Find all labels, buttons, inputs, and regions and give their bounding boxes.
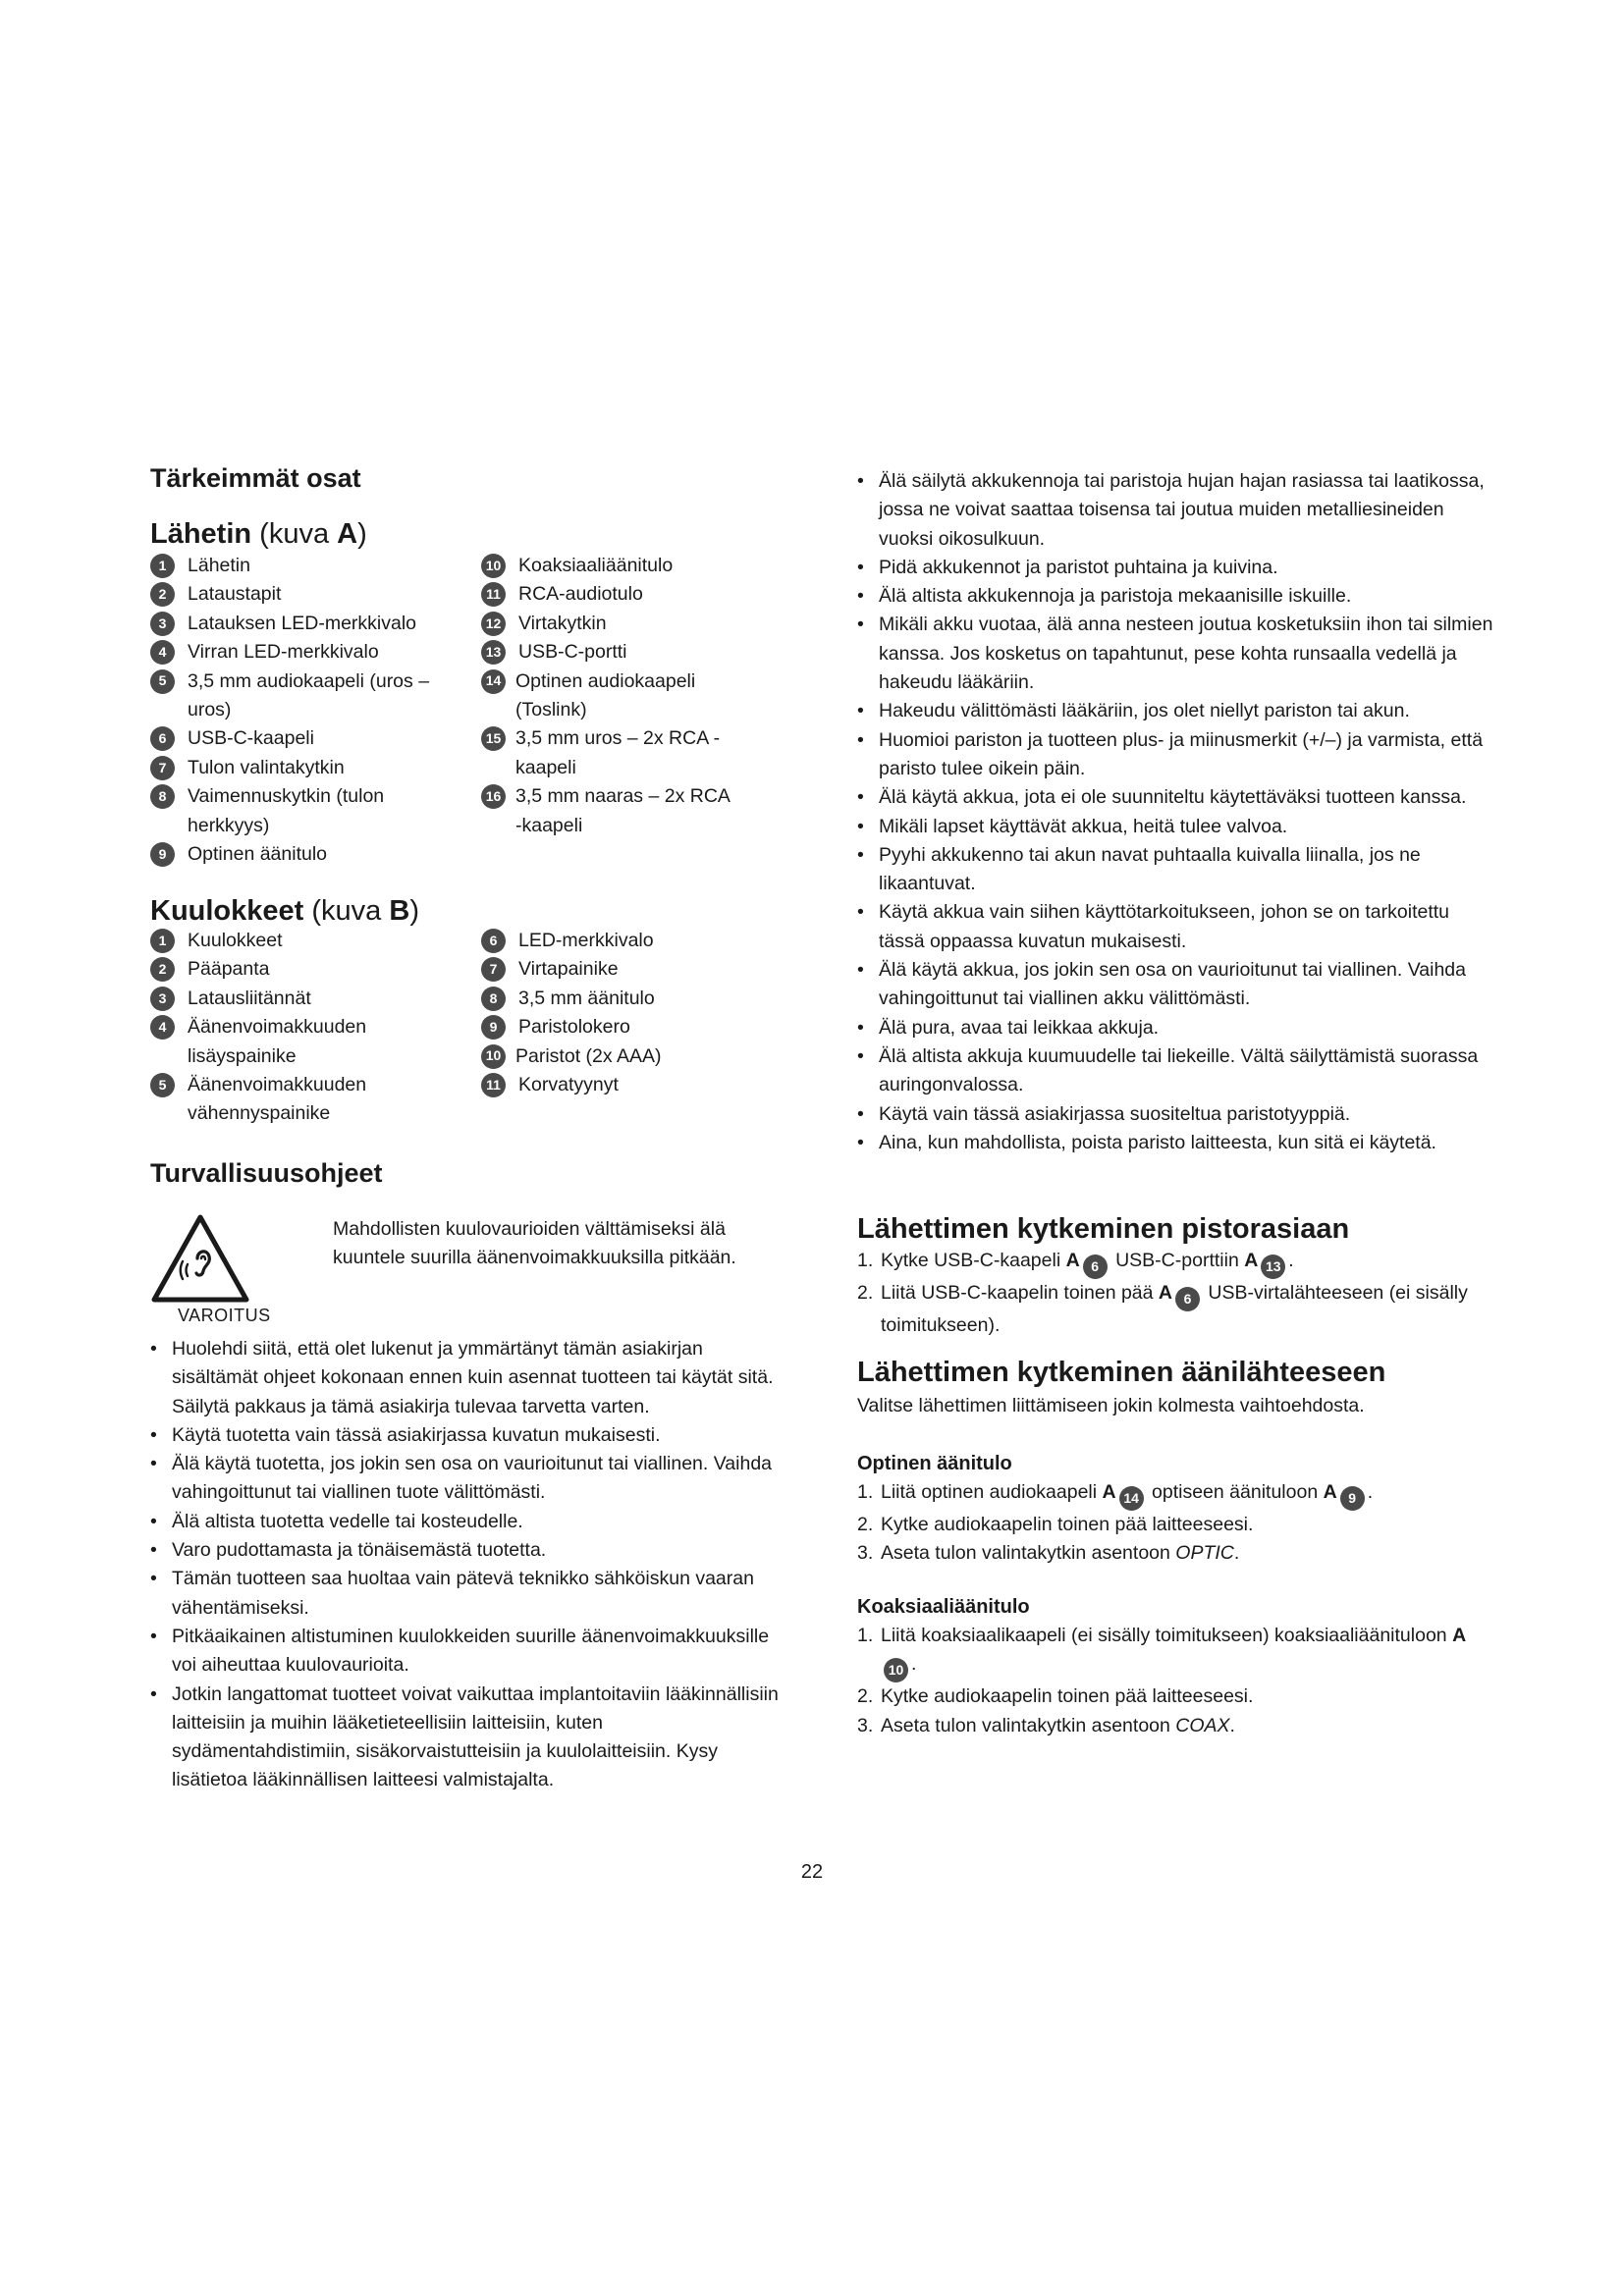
list-item: 1. Kytke USB-C-kaapeli A 6 USB-C-porttiin A 13 . bbox=[857, 1247, 1486, 1279]
list-item: 2 Lataustapit bbox=[150, 580, 435, 609]
list-item: 1. Liitä koaksiaalikaapeli (ei sisälly toimitukseen) koaksiaaliäänituloon A10 . bbox=[857, 1622, 1495, 1682]
part-number-badge: 9 bbox=[1340, 1486, 1365, 1511]
part-number-badge: 3 bbox=[150, 987, 175, 1011]
part-number-badge: 10 bbox=[884, 1658, 908, 1682]
list-item: • Mikäli akku vuotaa, älä anna nesteen joutua kosketuksiin ihon tai silmien kanssa. Jos kosketus on tapahtunut, pese kohta runsaalla vedellä ja hakeudu lääkäriin. bbox=[857, 611, 1495, 697]
list-item: • Huolehdi siitä, että olet lukenut ja ymmärtänyt tämän asiakirjan sisältämät ohjeet kokonaan ennen kuin asennat tuotteen tai käytät sitä. Säilytä pakkaus ja tämä asiakirja tulevaa tarvetta varten. bbox=[150, 1335, 779, 1421]
list-item: 3 Latausliitännät bbox=[150, 985, 406, 1013]
list-item: • Älä käytä akkua, jota ei ole suunniteltu käytettäväksi tuotteen kanssa. bbox=[857, 783, 1495, 812]
part-number-badge: 10 bbox=[481, 1044, 506, 1069]
source-heading: Lähettimen kytkeminen äänilähteeseen bbox=[857, 1357, 1386, 1388]
transmitter-heading: Lähetin (kuva A) bbox=[150, 518, 367, 550]
part-number-badge: 15 bbox=[481, 726, 506, 751]
list-item: 6 LED-merkkivalo bbox=[481, 927, 736, 955]
battery-bullet-list bbox=[857, 467, 1495, 1157]
list-item: • Pyyhi akkukenno tai akun navat puhtaalla kuivalla liinalla, jos ne likaantuvat. bbox=[857, 841, 1495, 899]
part-number-badge: 1 bbox=[150, 554, 175, 578]
list-item: 1 Lähetin bbox=[150, 552, 435, 580]
list-item: 14 Optinen audiokaapeli (Toslink) bbox=[481, 667, 736, 725]
main-parts-heading: Tärkeimmät osat bbox=[150, 463, 361, 493]
list-item: 10 Koaksiaaliäänitulo bbox=[481, 552, 736, 580]
list-item: 11 Korvatyynyt bbox=[481, 1071, 736, 1099]
list-item: 4 Virran LED-merkkivalo bbox=[150, 638, 435, 667]
list-item: • Käytä vain tässä asiakirjassa suositeltua paristotyyppiä. bbox=[857, 1100, 1495, 1129]
part-number-badge: 12 bbox=[481, 612, 506, 636]
part-number-badge: 6 bbox=[1083, 1255, 1108, 1279]
list-item: 7 Virtapainike bbox=[481, 955, 736, 984]
list-item: • Tämän tuotteen saa huoltaa vain pätevä teknikko sähköiskun vaaran vähentämiseksi. bbox=[150, 1565, 779, 1623]
list-item: 6 USB-C-kaapeli bbox=[150, 724, 435, 753]
list-item: 2. Liitä USB-C-kaapelin toinen pää A 6 USB-virtalähteeseen (ei sisälly toimitukseen). bbox=[857, 1282, 1468, 1337]
safety-bullet-list bbox=[150, 1335, 779, 1795]
list-item: • Älä säilytä akkukennoja tai paristoja hujan hajan rasiassa tai laatikossa, jossa ne voivat saattaa toisensa tai joutua muiden metalliesineiden vuoksi oikosulkuun. bbox=[857, 467, 1495, 554]
list-item: • Älä pura, avaa tai leikkaa akkuja. bbox=[857, 1014, 1495, 1042]
outlet-steps bbox=[857, 1247, 1486, 1341]
part-number-badge: 8 bbox=[150, 784, 175, 809]
part-number-badge: 16 bbox=[481, 784, 506, 809]
part-number-badge: 4 bbox=[150, 1015, 175, 1040]
list-item: • Aina, kun mahdollista, poista paristo laitteesta, kun sitä ei käytetä. bbox=[857, 1129, 1495, 1157]
optical-steps bbox=[857, 1478, 1486, 1569]
coax-heading: Koaksiaaliäänitulo bbox=[857, 1596, 1030, 1618]
part-number-badge: 1 bbox=[150, 929, 175, 953]
part-number-badge: 6 bbox=[150, 726, 175, 751]
part-number-badge: 13 bbox=[1261, 1255, 1285, 1279]
headphones-heading: Kuulokkeet (kuva B) bbox=[150, 895, 419, 927]
list-item: • Käytä akkua vain siihen käyttötarkoitukseen, johon se on tarkoitettu tässä oppaassa kuvatun mukaisesti. bbox=[857, 898, 1495, 956]
headphones-parts-list-2 bbox=[481, 927, 736, 1099]
list-item: 5 Äänenvoimakkuuden vähennyspainike bbox=[150, 1071, 406, 1129]
list-item: • Älä käytä tuotetta, jos jokin sen osa on vaurioitunut tai viallinen. Vaihda vahingoittunut tai viallinen tuote välittömästi. bbox=[150, 1450, 779, 1508]
list-item: 2 Pääpanta bbox=[150, 955, 406, 984]
list-item: 8 Vaimennuskytkin (tulon herkkyys) bbox=[150, 782, 435, 840]
list-item: • Pidä akkukennot ja paristot puhtaina ja kuivina. bbox=[857, 554, 1495, 582]
part-number-badge: 7 bbox=[150, 756, 175, 780]
list-item: 9 Paristolokero bbox=[481, 1013, 736, 1041]
optical-heading: Optinen äänitulo bbox=[857, 1453, 1012, 1474]
transmitter-parts-list-2 bbox=[481, 552, 736, 840]
list-item: • Mikäli lapset käyttävät akkua, heitä tulee valvoa. bbox=[857, 813, 1495, 841]
list-item: 13 USB-C-portti bbox=[481, 638, 736, 667]
outlet-heading: Lähettimen kytkeminen pistorasiaan bbox=[857, 1213, 1350, 1245]
transmitter-parts-list-1 bbox=[150, 552, 435, 869]
part-number-badge: 8 bbox=[481, 987, 506, 1011]
part-number-badge: 6 bbox=[481, 929, 506, 953]
list-item: 3. Aseta tulon valintakytkin asentoon OPTIC. bbox=[857, 1542, 1240, 1565]
list-item: • Käytä tuotetta vain tässä asiakirjassa kuvatun mukaisesti. bbox=[150, 1421, 779, 1450]
part-number-badge: 14 bbox=[1119, 1486, 1144, 1511]
source-intro: Valitse lähettimen liittämiseen jokin kolmesta vaihtoehdosta. bbox=[857, 1395, 1365, 1416]
part-number-badge: 5 bbox=[150, 669, 175, 694]
list-item: 9 Optinen äänitulo bbox=[150, 840, 435, 869]
part-number-badge: 9 bbox=[481, 1015, 506, 1040]
part-number-badge: 5 bbox=[150, 1073, 175, 1097]
safety-heading: Turvallisuusohjeet bbox=[150, 1158, 383, 1188]
list-item: 16 3,5 mm naaras – 2x RCA -kaapeli bbox=[481, 782, 736, 840]
list-item: 4 Äänenvoimakkuuden lisäyspainike bbox=[150, 1013, 406, 1071]
coax-steps bbox=[857, 1622, 1495, 1740]
part-number-badge: 3 bbox=[150, 612, 175, 636]
list-item: 1. Liitä optinen audiokaapeli A 14 optiseen äänituloon A 9 . bbox=[857, 1478, 1486, 1511]
page-number: 22 bbox=[800, 1861, 824, 1883]
part-number-badge: 9 bbox=[150, 842, 175, 867]
list-item: • Älä altista akkukennoja ja paristoja mekaanisille iskuille. bbox=[857, 582, 1495, 611]
warning-label: VAROITUS bbox=[178, 1306, 271, 1325]
list-item: 10 Paristot (2x AAA) bbox=[481, 1042, 736, 1071]
list-item: • Huomioi pariston ja tuotteen plus- ja miinusmerkit (+/–) ja varmista, että paristo tulee oikein päin. bbox=[857, 726, 1495, 784]
headphones-parts-list-1 bbox=[150, 927, 406, 1129]
part-number-badge: 13 bbox=[481, 640, 506, 665]
list-item: 3. Aseta tulon valintakytkin asentoon COAX. bbox=[857, 1714, 1235, 1736]
part-number-badge: 4 bbox=[150, 640, 175, 665]
list-item: 1 Kuulokkeet bbox=[150, 927, 406, 955]
warning-text: Mahdollisten kuulovaurioiden välttämiseksi älä kuuntele suurilla äänenvoimakkuuksilla pitkään. bbox=[333, 1218, 736, 1269]
list-item: • Älä altista akkuja kuumuudelle tai liekeille. Vältä säilyttämistä suorassa auringonvalossa. bbox=[857, 1042, 1495, 1100]
list-item: 12 Virtakytkin bbox=[481, 610, 736, 638]
list-item: 5 3,5 mm audiokaapeli (uros – uros) bbox=[150, 667, 435, 725]
hearing-warning-icon bbox=[150, 1213, 250, 1304]
list-item: 7 Tulon valintakytkin bbox=[150, 754, 435, 782]
part-number-badge: 2 bbox=[150, 582, 175, 607]
list-item: • Älä altista tuotetta vedelle tai kosteudelle. bbox=[150, 1508, 779, 1536]
list-item: 11 RCA-audiotulo bbox=[481, 580, 736, 609]
part-number-badge: 10 bbox=[481, 554, 506, 578]
list-item: 2. Kytke audiokaapelin toinen pää laitteeseesi. bbox=[857, 1685, 1254, 1708]
list-item: • Varo pudottamasta ja tönäisemästä tuotetta. bbox=[150, 1536, 779, 1565]
list-item: 8 3,5 mm äänitulo bbox=[481, 985, 736, 1013]
list-item: 2. Kytke audiokaapelin toinen pää laitteeseesi. bbox=[857, 1514, 1254, 1536]
list-item: • Jotkin langattomat tuotteet voivat vaikuttaa implantoitaviin lääkinnällisiin laitteisiin ja muihin lääketieteellisiin laitteisiin, kuten sydämentahdistimiin, sisäkorvaistutteisiin ja kuulolaitteisiin. Kysy lisätietoa lääkinnällisen laitteesi valmistajalta. bbox=[150, 1681, 779, 1795]
part-number-badge: 11 bbox=[481, 582, 506, 607]
part-number-badge: 6 bbox=[1175, 1287, 1200, 1311]
list-item: • Älä käytä akkua, jos jokin sen osa on vaurioitunut tai viallinen. Vaihda vahingoittunut tai viallinen akku välittömästi. bbox=[857, 956, 1495, 1014]
part-number-badge: 11 bbox=[481, 1073, 506, 1097]
part-number-badge: 14 bbox=[481, 669, 506, 694]
list-item: 3 Latauksen LED-merkkivalo bbox=[150, 610, 435, 638]
part-number-badge: 7 bbox=[481, 957, 506, 982]
part-number-badge: 2 bbox=[150, 957, 175, 982]
list-item: 15 3,5 mm uros – 2x RCA -kaapeli bbox=[481, 724, 736, 782]
list-item: • Pitkäaikainen altistuminen kuulokkeiden suurille äänenvoimakkuuksille voi aiheuttaa kuulovaurioita. bbox=[150, 1623, 779, 1681]
list-item: • Hakeudu välittömästi lääkäriin, jos olet niellyt pariston tai akun. bbox=[857, 697, 1495, 725]
